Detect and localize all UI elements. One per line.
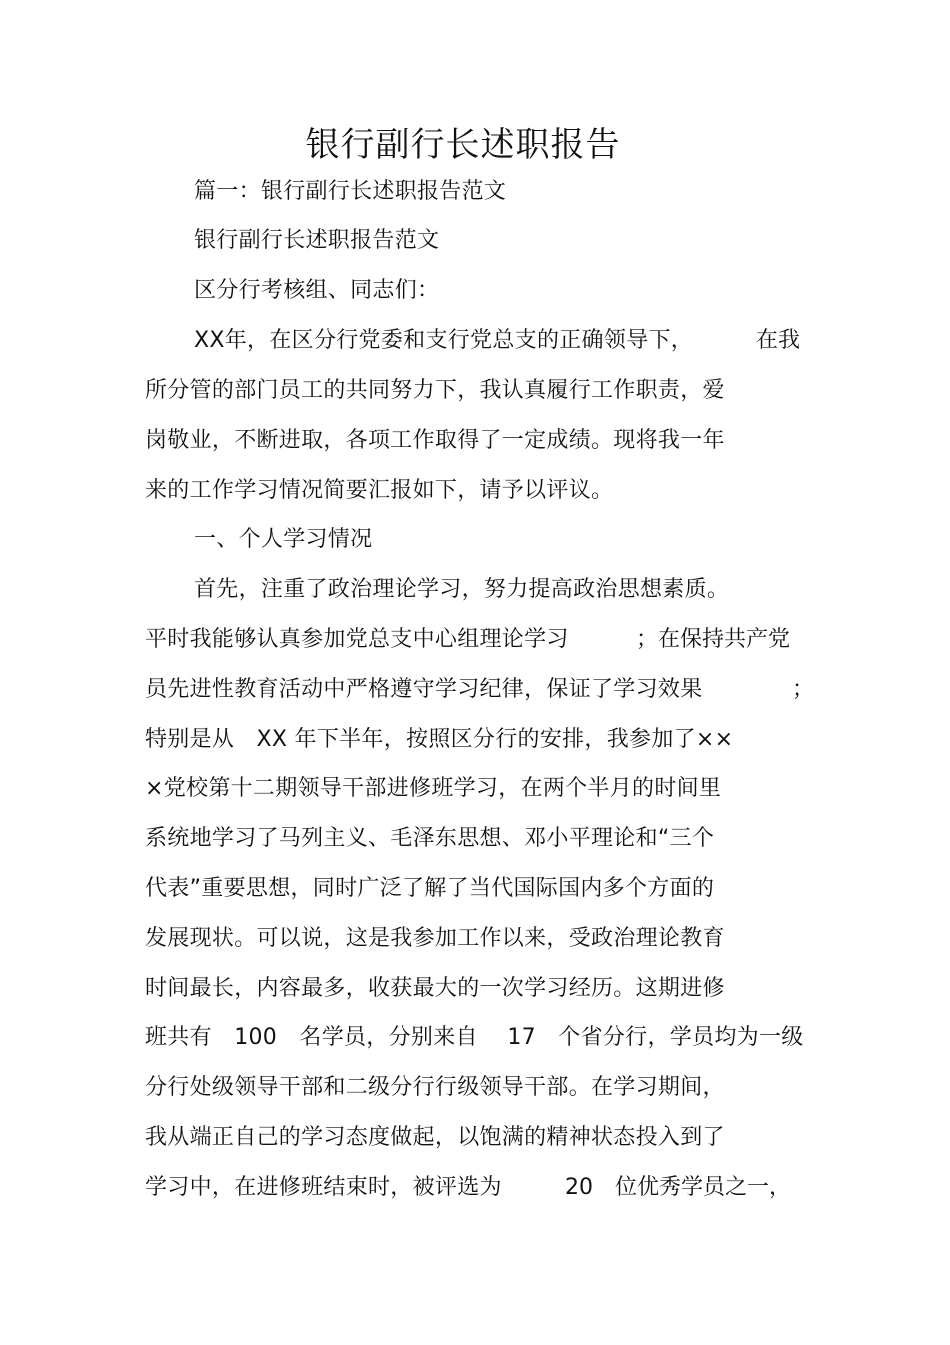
paragraph-line-end: ；在保持共产党 bbox=[636, 627, 791, 652]
paragraph-line-end: 在我 bbox=[756, 328, 801, 353]
paragraph-line: 特别是从 XX 年下半年，按照区分行的安排，我参加了×× bbox=[145, 727, 734, 752]
paragraph-line: 平时我能够认真参加党总支中心组理论学习 bbox=[145, 627, 569, 652]
paragraph-line: 分行处级领导干部和二级分行行级领导干部。在学习期间， bbox=[145, 1075, 725, 1100]
paragraph-line: 时间最长，内容最多，收获最大的一次学习经历。这期进修 bbox=[145, 976, 725, 1001]
paragraph-line-end: 20 位优秀学员之一， bbox=[565, 1175, 791, 1200]
paragraph-line: 班共有 100 名学员，分别来自 17 个省分行，学员均为一级 bbox=[145, 1025, 804, 1050]
subtitle-line: 篇一：银行副行长述职报告范文 bbox=[194, 179, 507, 204]
paragraph-line: 发展现状。可以说，这是我参加工作以来，受政治理论教育 bbox=[145, 926, 725, 951]
paragraph-line: 首先，注重了政治理论学习，努力提高政治思想素质。 bbox=[194, 577, 730, 602]
paragraph-line-end: ； bbox=[792, 677, 815, 702]
report-name-line: 银行副行长述职报告范文 bbox=[194, 228, 440, 253]
paragraph-line: 来的工作学习情况简要汇报如下，请予以评议。 bbox=[145, 478, 614, 503]
paragraph-line: 员先进性教育活动中严格遵守学习纪律，保证了学习效果 bbox=[145, 677, 703, 702]
paragraph-line: 岗敬业，不断进取，各项工作取得了一定成绩。现将我一年 bbox=[145, 428, 725, 453]
paragraph-line: XX年，在区分行党委和支行党总支的正确领导下， bbox=[194, 328, 694, 353]
paragraph-line: 学习中，在进修班结束时，被评选为 bbox=[145, 1175, 502, 1200]
section-heading: 一、个人学习情况 bbox=[194, 527, 373, 552]
paragraph-line: 我从端正自己的学习态度做起，以饱满的精神状态投入到了 bbox=[145, 1125, 725, 1150]
paragraph-line: 所分管的部门员工的共同努力下，我认真履行工作职责，爱 bbox=[145, 378, 725, 403]
salutation-line: 区分行考核组、同志们： bbox=[194, 278, 440, 303]
paragraph-line: 系统地学习了马列主义、毛泽东思想、邓小平理论和“三个 bbox=[145, 826, 715, 851]
paragraph-line: 代表”重要思想，同时广泛了解了当代国际国内多个方面的 bbox=[145, 876, 715, 901]
document-title: 银行副行长述职报告 bbox=[305, 125, 621, 165]
paragraph-line: ×党校第十二期领导干部进修班学习，在两个半月的时间里 bbox=[145, 776, 722, 801]
